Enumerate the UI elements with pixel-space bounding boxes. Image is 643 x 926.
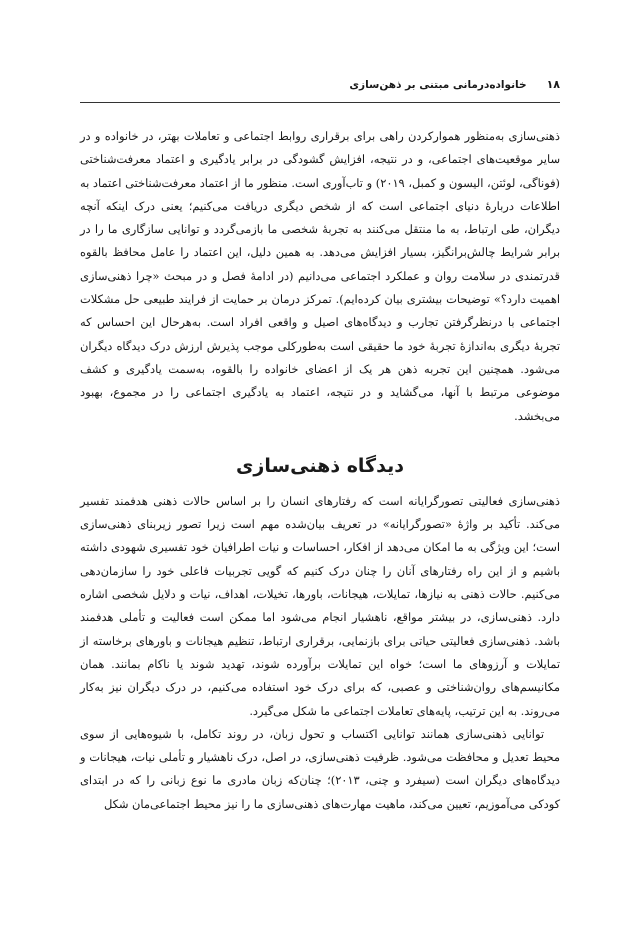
section-paragraph-1: ذهنی‌سازی فعالیتی تصورگرایانه است که رفتارهای انسان را بر اساس حالات ذهنی هدفمند تفسیر می‌کند. تأکید بر واژهٔ «تصورگرایانه» در تعریف بیان‌شده مهم است زیرا تصور زیربنای ذهنی‌سازی است؛ این ویژگی به ما امکان می‌دهد از افکار، احساسات و نیات اطرافیان خود تفسیری شهودی داشته باشیم و از این راه رفتارهای آنان را چنان درک کنیم که گویی تجربیات فاعلی خود را سازمان‌دهی می‌کنیم. حالات ذهنی به نیازها، تمایلات، هیجانات، باورها، تخیلات، اهداف، نیات و دلایل شخصی اشاره دارد. ذهنی‌سازی، در بیشتر مواقع، ناهشیار انجام می‌شود اما ممکن است فعالیت و تأملی هدفمند باشد. ذهنی‌سازی فعالیتی حیاتی برای بازنمایی، برقراری ارتباط، تنظیم هیجانات و باورهای برخاسته از تمایلات و آرزوهای ما است؛ خواه این تمایلات برآورده شوند، تهدید شوند یا ناکام بمانند. همان مکانیسم‌های روان‌شناختی و عصبی، که برای درک خود استفاده می‌کنیم، در درک دیگران نیز به‌کار می‌روند. به این ترتیب، پایه‌های تعاملات اجتماعی ما شکل می‌گیرد.	[80, 493, 560, 718]
section-heading: دیدگاه ذهنی‌سازی	[236, 454, 404, 477]
running-header-title: خانواده‌درمانی مبتنی بر ذهن‌سازی	[349, 79, 527, 91]
body-text	[80, 125, 560, 816]
section-paragraph-2: توانایی ذهنی‌سازی همانند توانایی اکتساب و تحول زبان، در روند تکامل، با شیوه‌هایی از سوی محیط تعدیل و محافظت می‌شود. ظرفیت ذهنی‌سازی، در اصل، درک ناهشیار و تأملی نیات، هیجانات و دیدگاه‌های دیگران است (سیفرد و چنی، ۲۰۱۳)؛ چنان‌که زبان مادری ما نوع زبانی را که در ابتدای کودکی می‌آموزیم، تعیین می‌کند، ماهیت مهارت‌های ذهنی‌سازی ما را نیز محیط اجتماعی‌مان شکل	[80, 726, 561, 811]
page-number: ۱۸	[546, 78, 560, 91]
running-header	[80, 78, 560, 103]
book-page	[80, 78, 560, 898]
intro-paragraph: ذهنی‌سازی به‌منظور هموارکردن راهی برای برقراری روابط اجتماعی و تعاملات بهتر، در خانواده و در سایر موقعیت‌های اجتماعی، و در نتیجه، افزایش گشودگی در برابر یادگیری و اعتماد معرفت‌شناختی (فوناگی، لوئتن، الیسون و کمبل، ۲۰۱۹) و تاب‌آوری است. منظور ما از اعتماد معرفت‌شناختی اعتماد به اطلاعات دربارهٔ دنیای اجتماعی است که از شخص دیگری دریافت می‌کنیم؛ یعنی درک اینکه آنچه دیگران، طی ارتباط، به ما منتقل می‌کنند به تجربهٔ شخصی ما بازمی‌گردد و توانایی سازگاری ما را در برابر شرایط چالش‌برانگیز، بسیار افزایش می‌دهد. به همین دلیل، این اعتماد را عامل محافظ بالقوه قدرتمندی در سلامت روان و عملکرد اجتماعی می‌دانیم (در ادامهٔ فصل و در مبحث «چرا ذهنی‌سازی اهمیت دارد؟» توضیحات بیشتری بیان کرده‌ایم). تمرکز درمان بر حمایت از فرایند طبیعی حل مشکلات اجتماعی با درنظرگرفتن تجارب و دیدگاه‌های اصیل و واقعی افراد است. به‌هرحال این احساس که تجربهٔ دیگری به‌اندازهٔ تجربهٔ خود ما حقیقی است به‌طورکلی موجب پذیرش ارزش درک دیدگاه دیگران می‌شود. همچنین این تجربه ذهن هر یک از اعضای خانواده را بالقوه، به‌سمت یادگیری و کشف موضوعی مرتبط با آنها، می‌گشاید و در نتیجه، اعتماد به یادگیری اجتماعی را در مجموع، بهبود می‌بخشد.	[80, 129, 560, 423]
